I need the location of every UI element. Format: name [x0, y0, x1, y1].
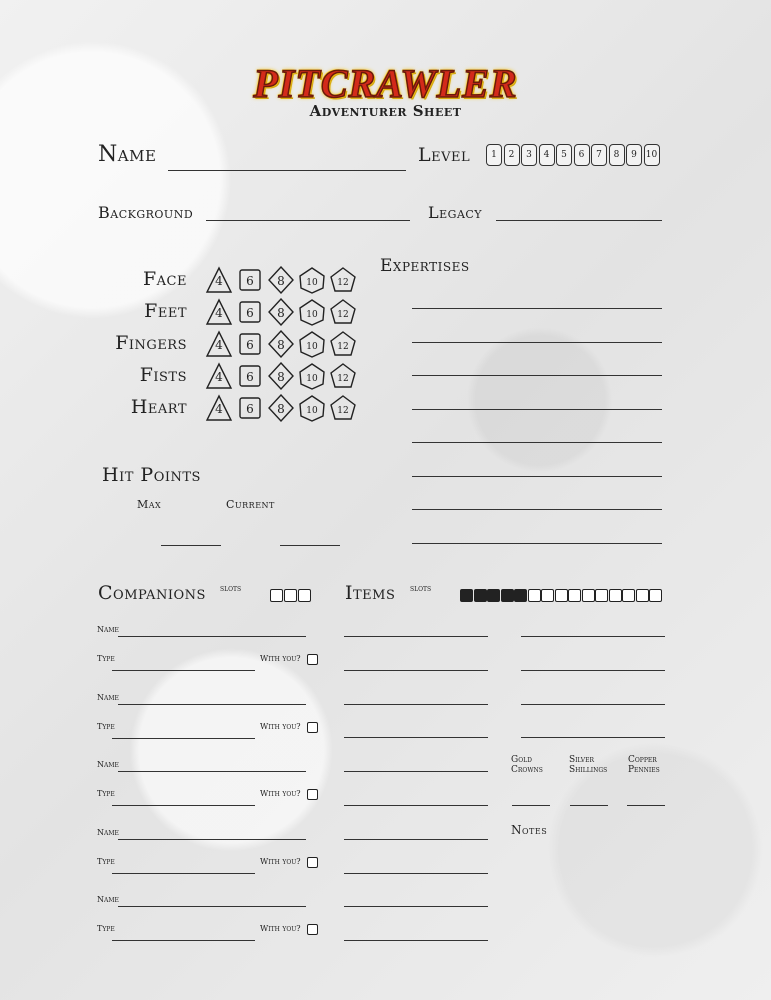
- d4-fists-die[interactable]: [205, 362, 233, 390]
- name-label: Name: [98, 142, 157, 167]
- level-box-1[interactable]: 1: [486, 144, 502, 166]
- d6-fingers-die[interactable]: [236, 330, 264, 358]
- sheet-title: PITCRAWLER: [253, 61, 518, 106]
- silver-label-line2: Shillings: [569, 765, 608, 775]
- companion-name-label: Name: [97, 895, 119, 904]
- companion-with-you-label: With you?: [260, 789, 301, 798]
- companion-slot[interactable]: [298, 589, 311, 602]
- copper-label-line1: Copper: [628, 755, 657, 765]
- copper-field[interactable]: [627, 805, 665, 806]
- gold-field[interactable]: [512, 805, 550, 806]
- d10-fingers-die[interactable]: [298, 330, 326, 358]
- svg-text:6: 6: [246, 338, 254, 352]
- item-line[interactable]: [521, 704, 665, 705]
- legacy-label: Legacy: [428, 203, 483, 222]
- name-field[interactable]: [168, 170, 406, 171]
- svg-text:10: 10: [306, 310, 318, 320]
- item-line[interactable]: [521, 737, 665, 738]
- svg-text:8: 8: [277, 274, 285, 288]
- item-slot[interactable]: [528, 589, 541, 602]
- svg-text:4: 4: [215, 370, 223, 384]
- attribute-heart-label: Heart: [130, 396, 187, 418]
- item-line[interactable]: [344, 704, 488, 705]
- companion-name-label: Name: [97, 692, 119, 702]
- gold-label-line1: Gold: [511, 755, 532, 765]
- item-slot[interactable]: [622, 589, 635, 602]
- level-box-8[interactable]: 8: [609, 144, 625, 166]
- companion-with-you-label: With you?: [260, 654, 301, 663]
- companion-name-field[interactable]: [118, 771, 306, 772]
- svg-text:4: 4: [215, 306, 223, 320]
- expertises-label: Expertises: [380, 256, 470, 276]
- companion-type-field[interactable]: [112, 873, 255, 874]
- svg-text:6: 6: [246, 306, 254, 320]
- companion-type-field[interactable]: [112, 940, 255, 941]
- d8-feet-die[interactable]: [267, 298, 295, 326]
- item-line[interactable]: [344, 940, 488, 941]
- companion-with-you-checkbox[interactable]: [307, 654, 318, 665]
- copper-label-line2: Pennies: [628, 765, 660, 775]
- svg-text:12: 12: [337, 310, 349, 320]
- item-slot[interactable]: [649, 589, 662, 602]
- background-label: Background: [98, 203, 194, 222]
- item-slot[interactable]: [460, 589, 473, 602]
- expertise-line[interactable]: [412, 409, 662, 410]
- companion-type-field[interactable]: [112, 670, 255, 671]
- companion-name-label: Name: [97, 827, 119, 837]
- expertise-line[interactable]: [412, 509, 662, 510]
- d10-feet-die[interactable]: [298, 298, 326, 326]
- items-label: Items: [345, 582, 396, 604]
- hit-points-label: Hit Points: [102, 464, 201, 486]
- companion-type-label: Type: [97, 789, 115, 798]
- svg-text:12: 12: [337, 342, 349, 352]
- item-line[interactable]: [344, 636, 488, 637]
- expertise-line[interactable]: [412, 442, 662, 443]
- d6-fists-die[interactable]: [236, 362, 264, 390]
- d12-heart-die[interactable]: [329, 394, 357, 422]
- d10-face-die[interactable]: [298, 266, 326, 294]
- companion-type-label: Type: [97, 856, 115, 866]
- hp-max-label: Max: [137, 498, 162, 511]
- level-box-6[interactable]: 6: [574, 144, 590, 166]
- svg-text:8: 8: [277, 370, 285, 384]
- notes-label: Notes: [511, 823, 548, 837]
- expertise-line[interactable]: [412, 543, 662, 544]
- expertise-line[interactable]: [412, 342, 662, 343]
- svg-text:8: 8: [277, 402, 285, 416]
- d4-heart-die[interactable]: [205, 394, 233, 422]
- expertise-line[interactable]: [412, 476, 662, 477]
- svg-text:10: 10: [306, 406, 318, 416]
- companion-slot[interactable]: [284, 589, 297, 602]
- companion-type-label: Type: [97, 924, 115, 933]
- companion-slot[interactable]: [270, 589, 283, 602]
- level-box-5[interactable]: 5: [556, 144, 572, 166]
- item-slot[interactable]: [514, 589, 527, 602]
- item-line[interactable]: [344, 737, 488, 738]
- companion-with-you-checkbox[interactable]: [307, 722, 318, 733]
- svg-text:4: 4: [215, 274, 223, 288]
- svg-text:8: 8: [277, 338, 285, 352]
- d4-feet-die[interactable]: [205, 298, 233, 326]
- d10-fists-die[interactable]: [298, 362, 326, 390]
- svg-text:12: 12: [337, 374, 349, 384]
- companion-name-label: Name: [97, 625, 119, 634]
- level-box-10[interactable]: 10: [644, 144, 660, 166]
- companion-type-label: Type: [97, 654, 115, 663]
- companion-type-label: Type: [97, 721, 115, 731]
- companion-with-you-label: With you?: [260, 924, 301, 933]
- d6-feet-die[interactable]: [236, 298, 264, 326]
- level-box-9[interactable]: 9: [626, 144, 642, 166]
- silver-label-line1: Silver: [569, 755, 595, 765]
- level-box-3[interactable]: 3: [521, 144, 537, 166]
- hp-max-field[interactable]: [161, 545, 221, 546]
- item-slot[interactable]: [487, 589, 500, 602]
- companion-name-field[interactable]: [118, 704, 306, 705]
- item-slot[interactable]: [568, 589, 581, 602]
- svg-text:12: 12: [337, 406, 349, 416]
- hp-current-label: Current: [226, 498, 275, 511]
- item-slot[interactable]: [595, 589, 608, 602]
- svg-text:6: 6: [246, 402, 254, 416]
- companions-label: Companions: [98, 582, 206, 604]
- svg-text:10: 10: [306, 278, 318, 288]
- level-box-2[interactable]: 2: [504, 144, 520, 166]
- sheet-subtitle: Adventurer Sheet: [309, 102, 462, 120]
- item-line[interactable]: [344, 670, 488, 671]
- svg-text:12: 12: [337, 278, 349, 288]
- level-box-7[interactable]: 7: [591, 144, 607, 166]
- silver-label: [569, 755, 607, 775]
- svg-text:4: 4: [215, 338, 223, 352]
- svg-text:6: 6: [246, 274, 254, 288]
- item-slot[interactable]: [582, 589, 595, 602]
- d8-fingers-die[interactable]: [267, 330, 295, 358]
- items-slots-label: slots: [410, 584, 432, 593]
- legacy-field[interactable]: [496, 220, 662, 221]
- item-slot[interactable]: [501, 589, 514, 602]
- companion-with-you-label: With you?: [260, 856, 301, 866]
- d8-face-die[interactable]: [267, 266, 295, 294]
- svg-text:10: 10: [306, 342, 318, 352]
- d6-heart-die[interactable]: [236, 394, 264, 422]
- item-slot[interactable]: [541, 589, 554, 602]
- d10-heart-die[interactable]: [298, 394, 326, 422]
- companion-with-you-label: With you?: [260, 721, 301, 731]
- companion-with-you-checkbox[interactable]: [307, 857, 318, 868]
- item-slot[interactable]: [609, 589, 622, 602]
- attribute-fingers-label: Fingers: [115, 332, 187, 354]
- companion-name-label: Name: [97, 760, 119, 769]
- svg-text:6: 6: [246, 370, 254, 384]
- item-line[interactable]: [344, 805, 488, 806]
- attribute-face-label: Face: [142, 268, 187, 290]
- companion-with-you-checkbox[interactable]: [307, 789, 318, 800]
- level-label: Level: [418, 144, 471, 166]
- companion-type-field[interactable]: [112, 738, 255, 739]
- item-line[interactable]: [521, 636, 665, 637]
- companion-with-you-checkbox[interactable]: [307, 924, 318, 935]
- d8-fists-die[interactable]: [267, 362, 295, 390]
- hp-current-field[interactable]: [280, 545, 340, 546]
- expertise-line[interactable]: [412, 375, 662, 376]
- companions-slots-label: slots: [220, 584, 242, 593]
- gold-label: [511, 755, 543, 775]
- expertise-line[interactable]: [412, 308, 662, 309]
- item-line[interactable]: [344, 873, 488, 874]
- d4-face-die[interactable]: [205, 266, 233, 294]
- item-slot[interactable]: [474, 589, 487, 602]
- level-box-4[interactable]: 4: [539, 144, 555, 166]
- item-line[interactable]: [344, 906, 488, 907]
- d12-fingers-die[interactable]: [329, 330, 357, 358]
- d8-heart-die[interactable]: [267, 394, 295, 422]
- background-field[interactable]: [206, 220, 410, 221]
- companion-name-field[interactable]: [118, 906, 306, 907]
- svg-text:8: 8: [277, 306, 285, 320]
- gold-label-line2: Crowns: [511, 765, 543, 775]
- item-line[interactable]: [344, 771, 488, 772]
- item-line[interactable]: [521, 670, 665, 671]
- d12-face-die[interactable]: [329, 266, 357, 294]
- companion-name-field[interactable]: [118, 839, 306, 840]
- d4-fingers-die[interactable]: [205, 330, 233, 358]
- attribute-feet-label: Feet: [144, 300, 187, 322]
- copper-label: [628, 755, 660, 775]
- attribute-fists-label: Fists: [139, 364, 187, 386]
- item-slot[interactable]: [555, 589, 568, 602]
- svg-text:4: 4: [215, 402, 223, 416]
- item-slot[interactable]: [636, 589, 649, 602]
- item-line[interactable]: [344, 839, 488, 840]
- companion-name-field[interactable]: [118, 636, 306, 637]
- svg-text:10: 10: [306, 374, 318, 384]
- d6-face-die[interactable]: [236, 266, 264, 294]
- silver-field[interactable]: [570, 805, 608, 806]
- d12-fists-die[interactable]: [329, 362, 357, 390]
- companion-type-field[interactable]: [112, 805, 255, 806]
- d12-feet-die[interactable]: [329, 298, 357, 326]
